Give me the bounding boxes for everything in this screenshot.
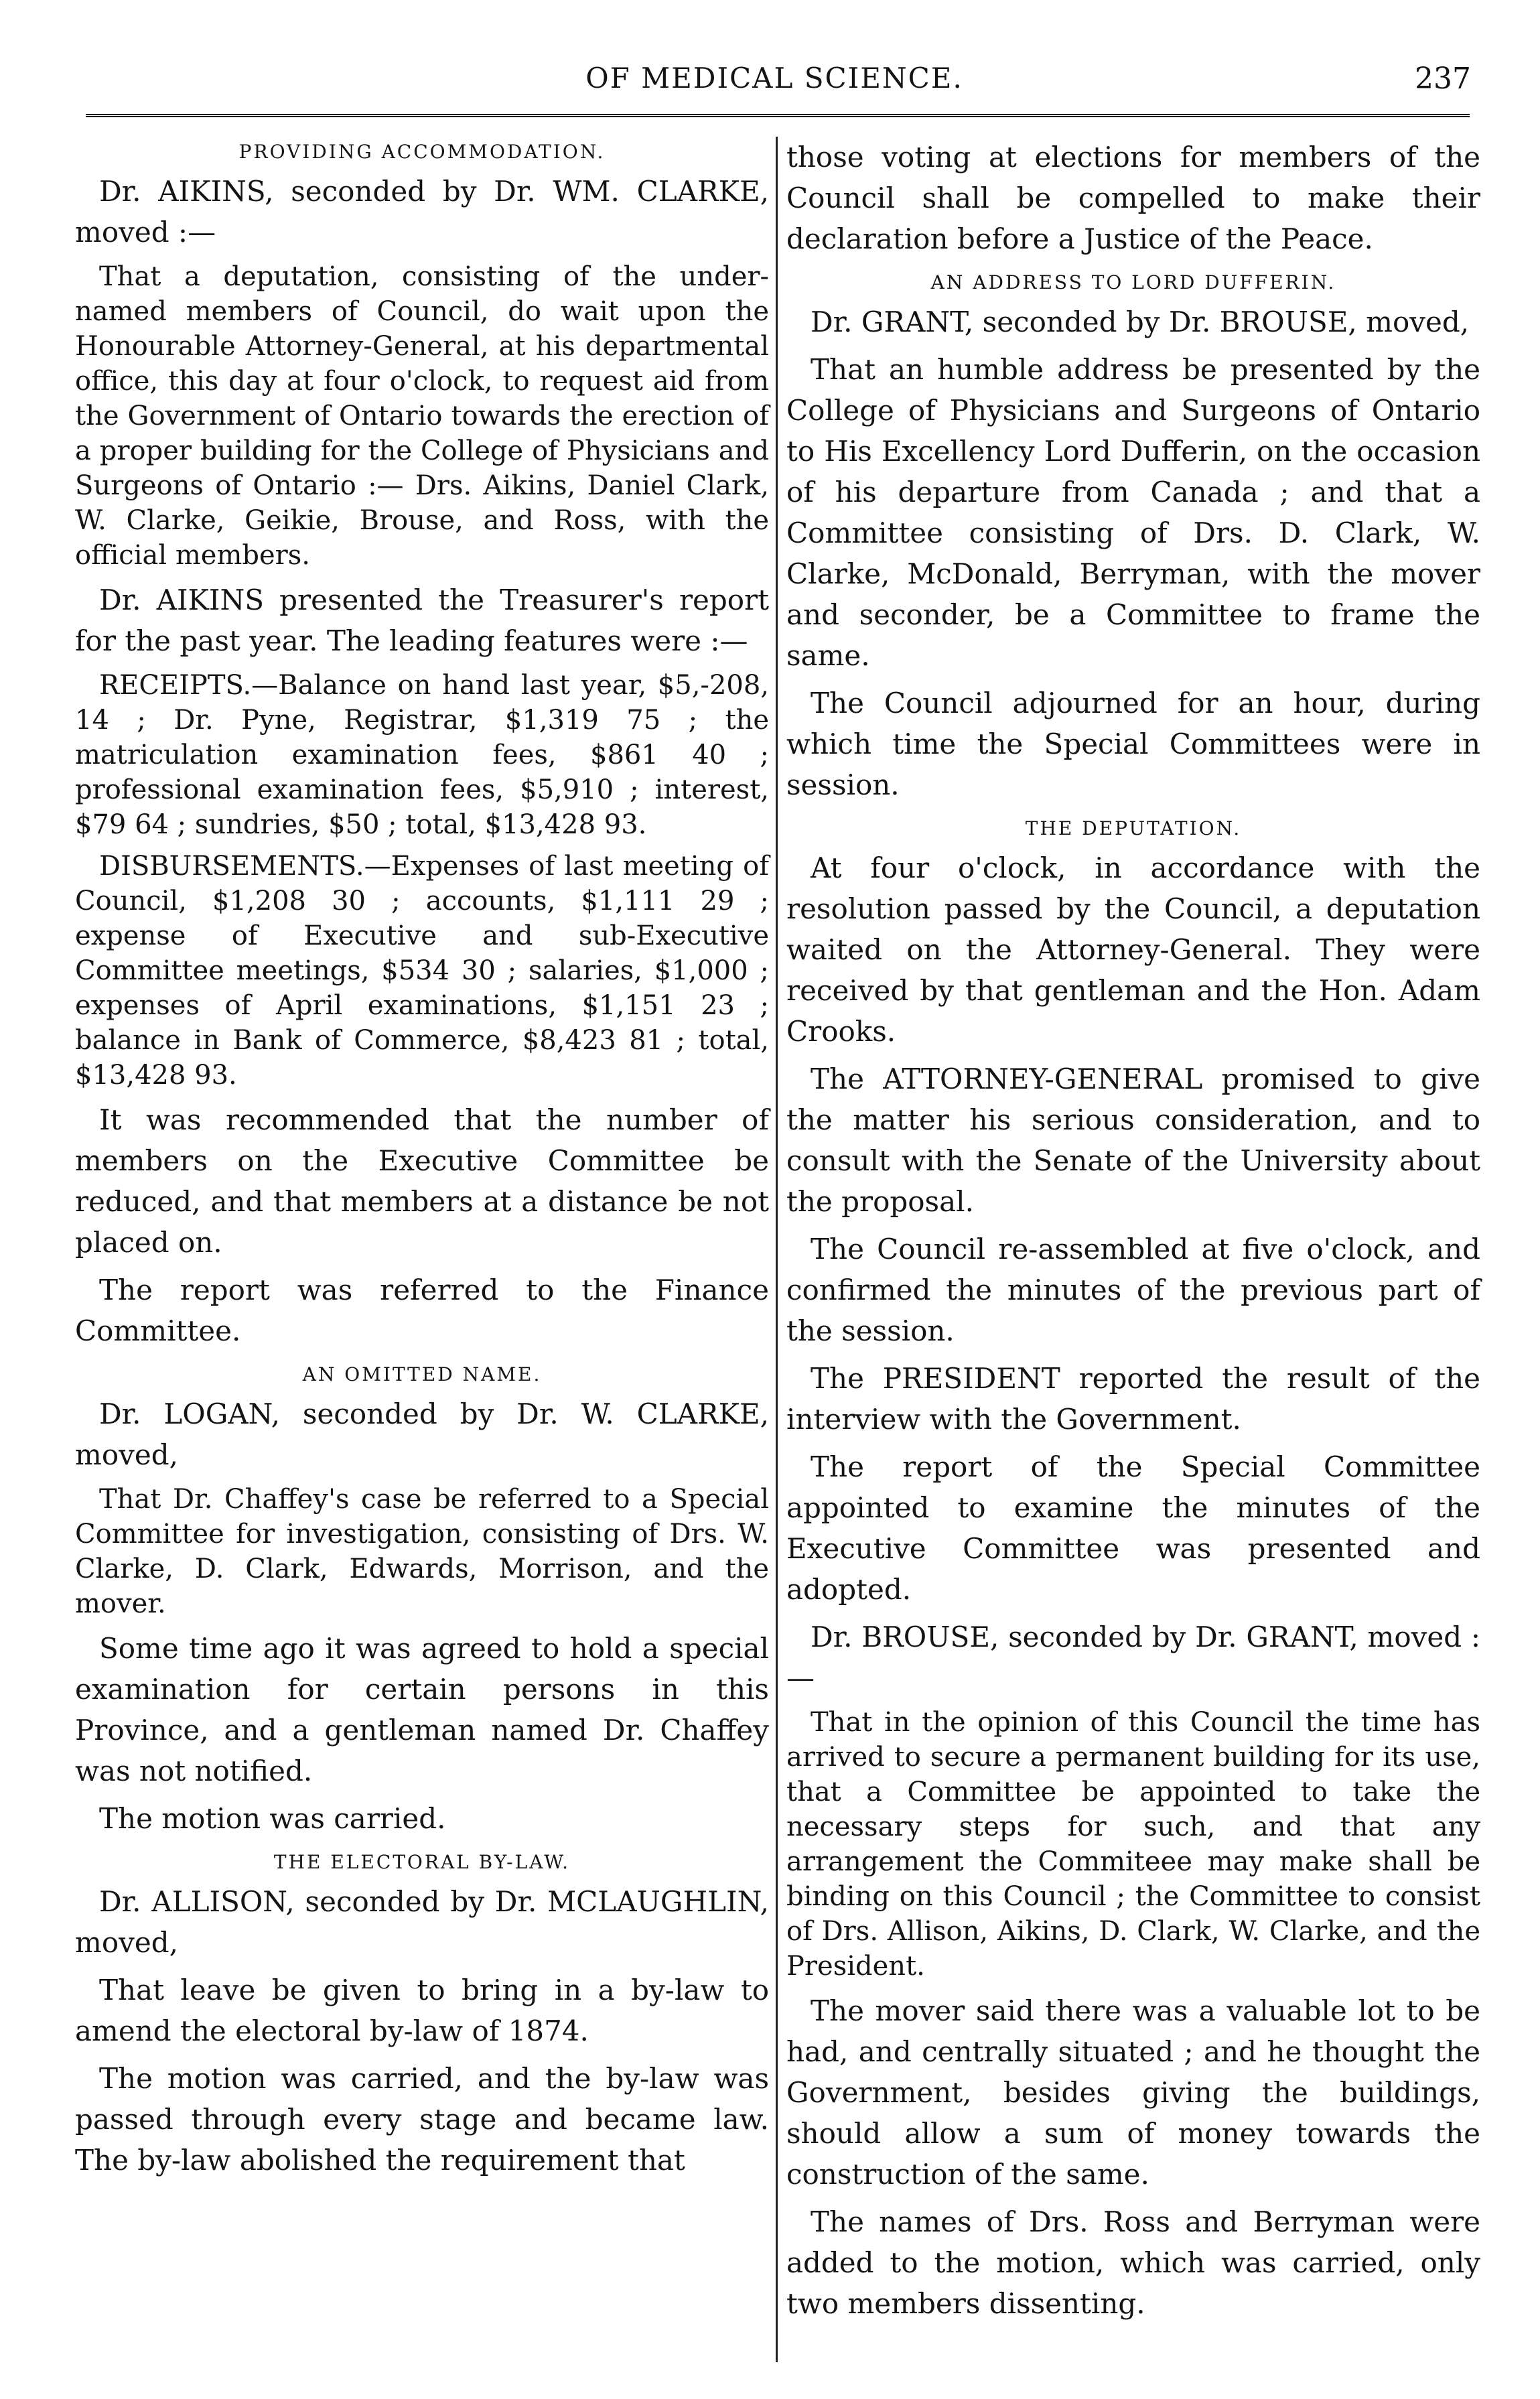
running-head [72, 62, 1476, 118]
by-law-resolution: That leave be given to bring in a by-law to amend the electoral by-law of 1874. [75, 1974, 769, 2047]
treasurer-report-intro: Dr. AIKINS presented the Treasurer's report for the past year. The leading features were :— [75, 584, 769, 657]
chaffey-resolution: That Dr. Chaffey's case be referred to a Special Committee for investigation, consisting of Drs. W. Clarke, D. Clark, Edwards, Morrison, and the mover. [75, 1484, 769, 1619]
council-adjourned: The Council adjourned for an hour, during which time the Special Committees were in session. [786, 687, 1480, 801]
motion-carried-2: The names of Drs. Ross and Berryman were added to the motion, which was carried, only two members dissenting. [786, 2205, 1480, 2320]
running-title: OF MEDICAL SCIENCE. [585, 62, 963, 94]
finance-committee-referral: The report was referred to the Finance Committee. [75, 1274, 769, 1347]
section-heading-providing-accommodation: PROVIDING ACCOMMODATION. [238, 141, 606, 163]
journal-page [72, 62, 1480, 2366]
chaffey-explanation: Some time ago it was agreed to hold a special examination for certain persons in this Province, and a gentleman named Dr. Chaffey was not notified. [75, 1632, 769, 1787]
president-report: The PRESIDENT reported the result of the interview with the Government. [786, 1362, 1480, 1436]
section-heading-address-dufferin: AN ADDRESS TO LORD DUFFERIN. [930, 271, 1336, 293]
executive-committee-recommendation: It was recommended that the number of members on the Executive Committee be reduced, and that members at a distance be not placed on. [75, 1103, 769, 1259]
dufferin-address-resolution: That an humble address be presented by the College of Physicians and Surgeons of Ontario to His Excellency Lord Dufferin, on the occasion of his departure from Canada ; and that a Committee consisting of Drs. D. Clark, W. Clarke, McDonald, Berryman, with the mover and seconder, be a Committee to frame the same. [786, 353, 1480, 672]
receipts-paragraph: RECEIPTS.—Balance on hand last year, $5,-208, 14 ; Dr. Pyne, Registrar, $1,319 75 ; the matriculation examination fees, $861 40 ; professional examination fees, $5,910 ; interest, $79 64 ; sundries, $50 ; total, $13,428 93. [75, 670, 769, 840]
section-heading-omitted-name: AN OMITTED NAME. [302, 1363, 542, 1385]
permanent-building-resolution: That in the opinion of this Council the time has arrived to secure a permanent building for its use, that a Committee be appointed to take the necessary steps for such, and that any arrangement the Commiteee may make shall be binding on this Council ; the Committee to consist of Drs. Allison, Aikins, D. Clark, W. Clarke, and the President. [786, 1707, 1480, 1982]
header-rule [86, 114, 1470, 117]
disbursements-paragraph: DISBURSEMENTS.—Expenses of last meeting of Council, $1,208 30 ; accounts, $1,111 29 ; expense of Executive and sub-Executive Committee meetings, $534 30 ; salaries, $1,000 ; expenses of April examinations, $1,151 23 ; balance in Bank of Commerce, $8,423 81 ; total, $13,428 93. [75, 851, 769, 1091]
article-columns [72, 137, 1480, 2366]
motion-grant: Dr. GRANT, seconded by Dr. BROUSE, moved, [811, 305, 1470, 338]
special-committee-report: The report of the Special Committee appointed to examine the minutes of the Executive Committee was presented and adopted. [786, 1450, 1480, 1606]
by-law-continuation: those voting at elections for members of the Council shall be compelled to make their declaration before a Justice of the Peace. [786, 141, 1480, 255]
left-column [75, 137, 769, 2187]
motion-logan: Dr. LOGAN, seconded by Dr. W. CLARKE, moved, [75, 1397, 769, 1471]
motion-allison: Dr. ALLISON, seconded by Dr. MCLAUGHLIN, moved, [75, 1885, 769, 1959]
page-number: 237 [1415, 62, 1471, 96]
right-column [786, 137, 1480, 2331]
attorney-general-promise: The ATTORNEY-GENERAL promised to give the matter his serious consideration, and to consult with the Senate of the University about the proposal. [786, 1063, 1480, 1218]
column-divider [776, 137, 778, 2362]
mover-remarks: The mover said there was a valuable lot to be had, and centrally situated ; and he thought the Government, besides giving the buildings, should allow a sum of money towards the construction of the same. [786, 1994, 1480, 2191]
motion-aikins: Dr. AIKINS, seconded by Dr. WM. CLARKE, moved :— [75, 175, 769, 249]
by-law-passed: The motion was carried, and the by-law was passed through every stage and became law. The by-law abolished the requirement that [75, 2062, 769, 2177]
motion-carried-1: The motion was carried. [99, 1802, 446, 1835]
deputation-resolution: That a deputation, consisting of the under-named members of Council, do wait upon the Honourable Attorney-General, at his departmental office, this day at four o'clock, to request aid from the Government of Ontario towards the erection of a proper building for the College of Physicians and Surgeons of Ontario :— Drs. Aikins, Daniel Clark, W. Clarke, Geikie, Brouse, and Ross, with the official members. [75, 261, 769, 571]
section-heading-electoral-by-law: THE ELECTORAL BY-LAW. [273, 1851, 571, 1873]
section-heading-deputation: THE DEPUTATION. [1025, 817, 1242, 839]
motion-brouse: Dr. BROUSE, seconded by Dr. GRANT, moved :— [786, 1621, 1480, 1694]
council-reassembled: The Council re-assembled at five o'clock, and confirmed the minutes of the previous part of the session. [786, 1233, 1480, 1347]
deputation-visit: At four o'clock, in accordance with the resolution passed by the Council, a deputation waited on the Attorney-General. They were received by that gentleman and the Hon. Adam Crooks. [786, 851, 1480, 1048]
